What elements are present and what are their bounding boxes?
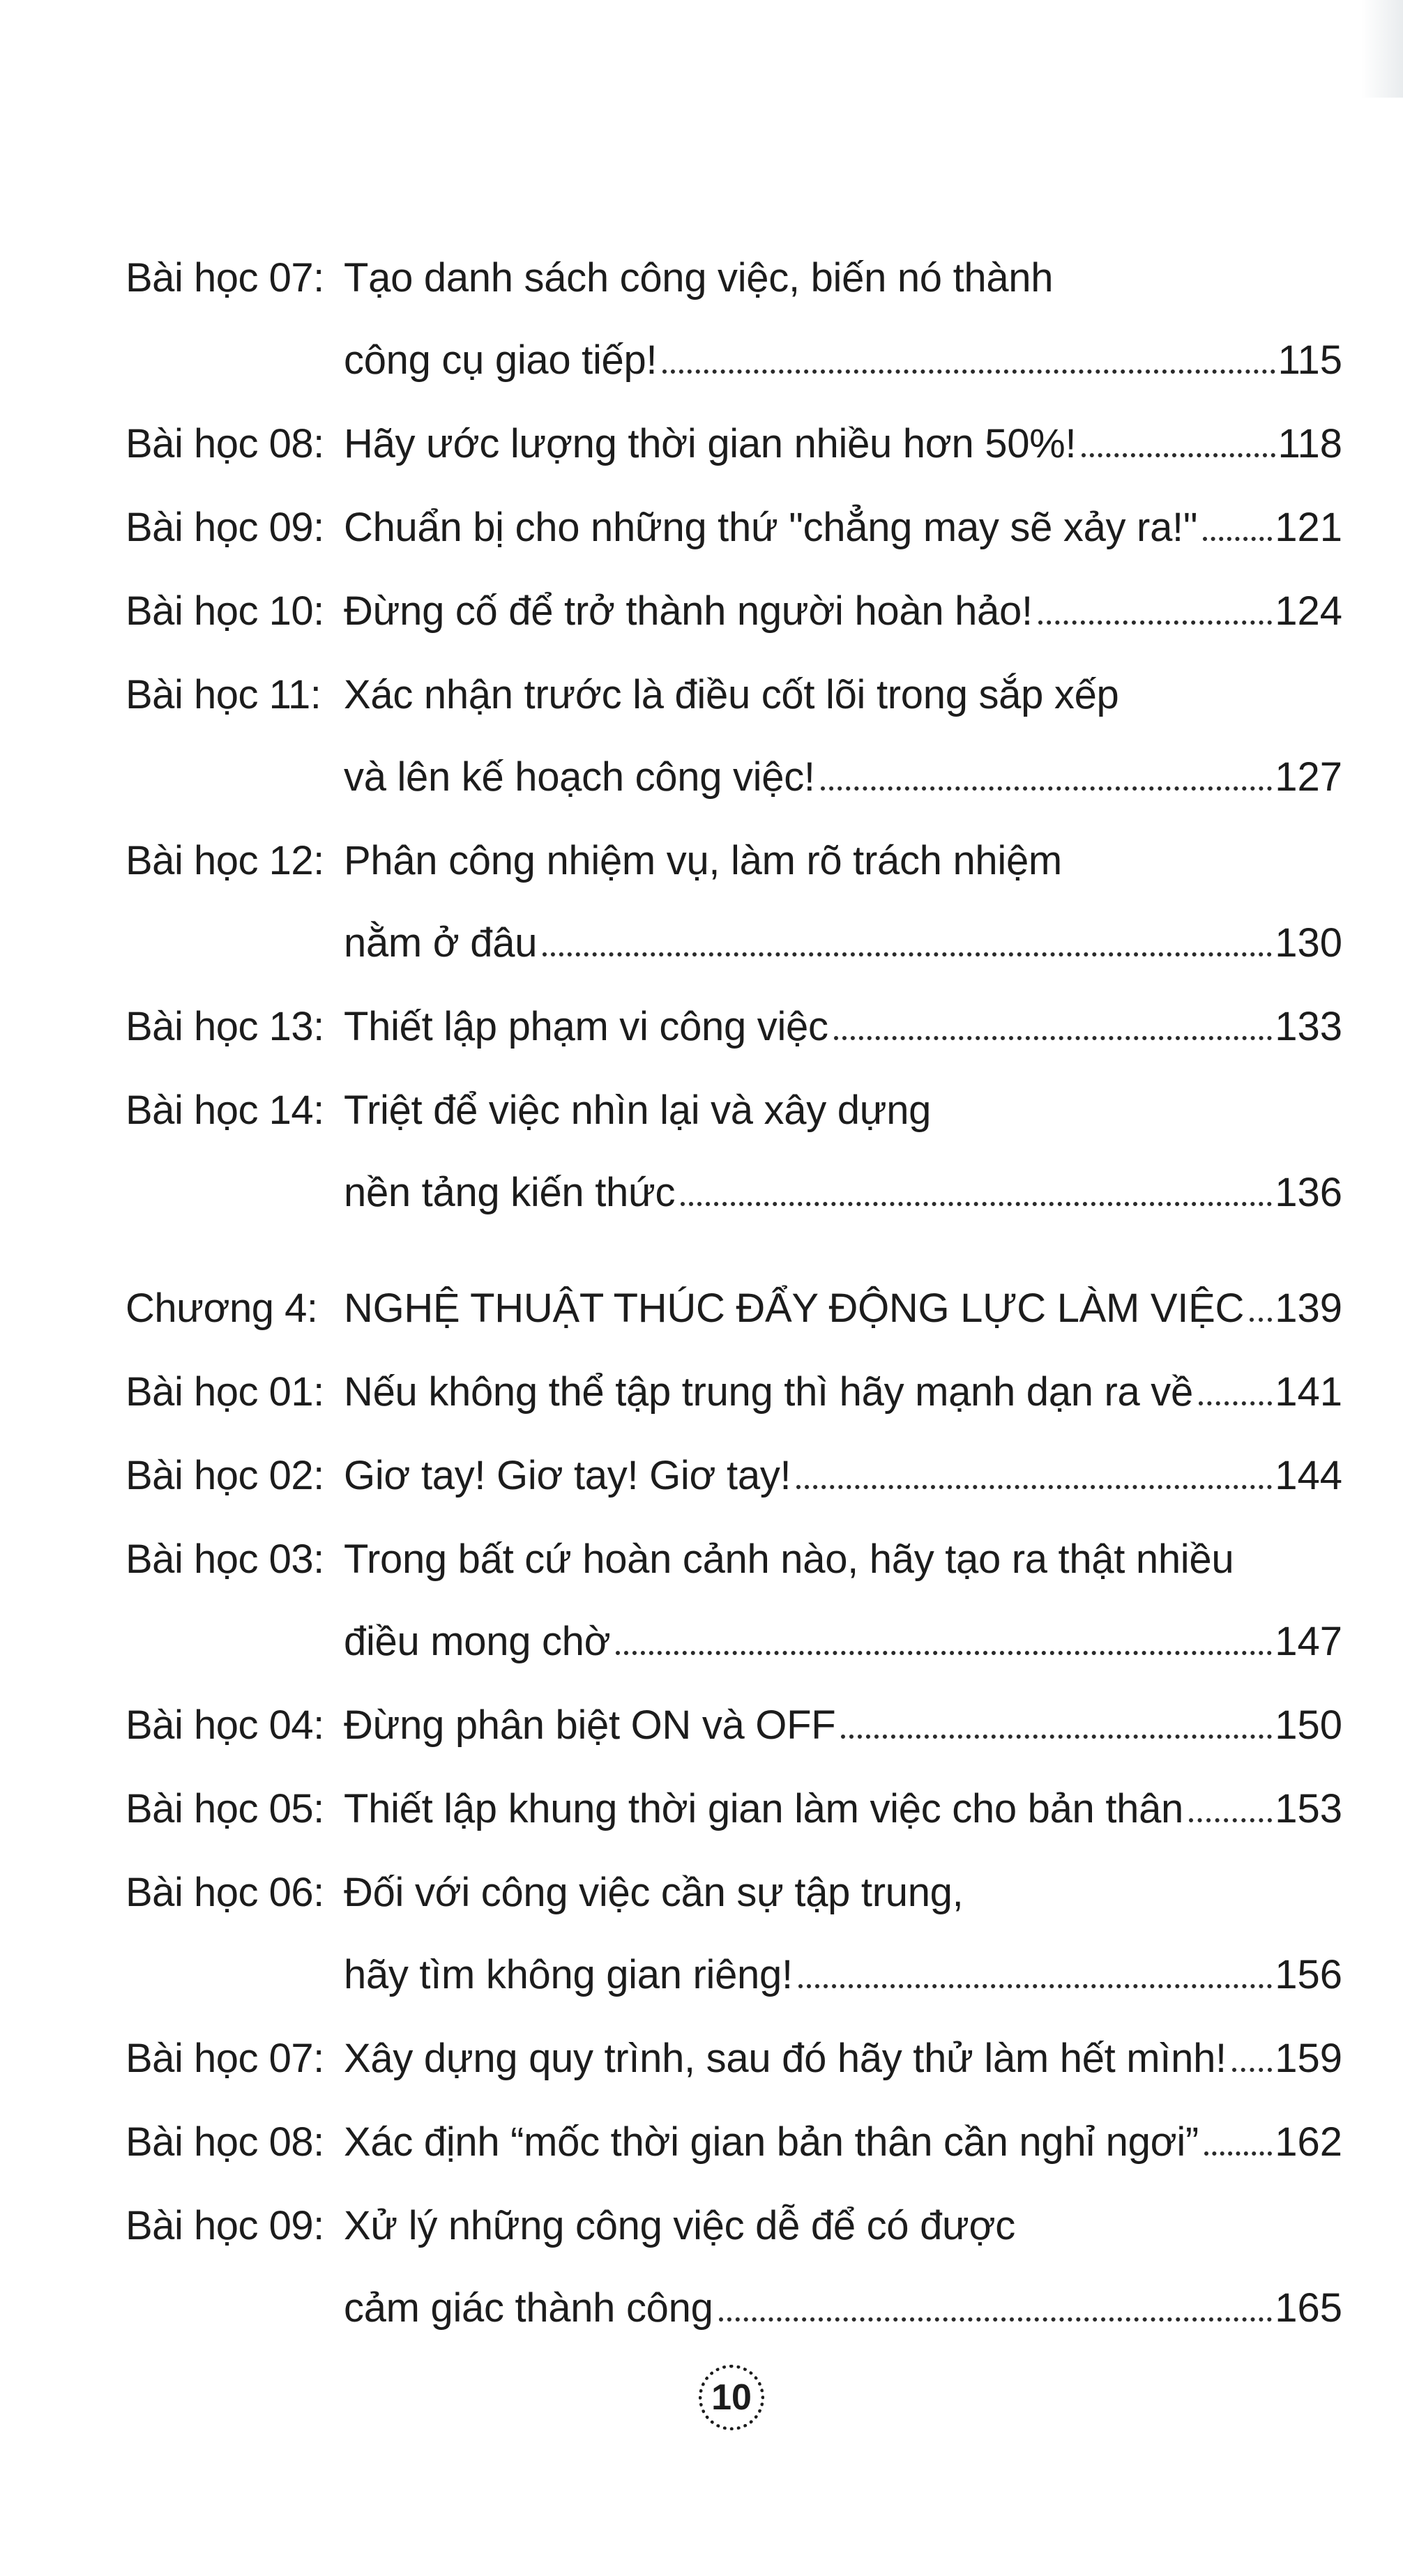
- entry-label: Bài học 07:: [126, 255, 324, 300]
- dot-leader: [798, 1984, 1272, 1988]
- toc-entry-lesson-08b: [126, 2119, 1342, 2174]
- entry-title: Giơ tay! Giơ tay! Giơ tay!: [344, 1453, 791, 1498]
- entry-title: Xác nhận trước là điều cốt lõi trong sắp xếp: [344, 672, 1119, 717]
- page-ref: 147: [1275, 1619, 1342, 1664]
- entry-title: Thiết lập khung thời gian làm việc cho bản thân: [344, 1786, 1184, 1831]
- entry-label: Bài học 09:: [126, 2203, 324, 2248]
- dot-leader: [1250, 1318, 1272, 1322]
- entry-title-continued: công cụ giao tiếp!: [344, 337, 658, 383]
- toc-entry-lesson-07: [126, 255, 1342, 392]
- toc-entry-lesson-14: [126, 1090, 1342, 1224]
- dot-leader: [841, 1735, 1272, 1739]
- entry-label: Bài học 11:: [126, 672, 321, 717]
- page-ref: 115: [1277, 337, 1342, 383]
- dot-leader: [1204, 2151, 1272, 2156]
- table-of-contents: [126, 255, 1342, 2372]
- page-number: 10: [711, 2377, 752, 2418]
- toc-entry-lesson-03: [126, 1539, 1342, 1673]
- dot-leader: [1082, 453, 1275, 457]
- entry-title: Xây dựng quy trình, sau đó hãy thử làm hết mình!: [344, 2036, 1227, 2081]
- page-ref: 144: [1275, 1453, 1342, 1498]
- toc-entry-lesson-01: [126, 1369, 1342, 1424]
- page-number-badge: [699, 2365, 764, 2430]
- entry-label: Bài học 01:: [126, 1369, 324, 1415]
- dot-leader: [681, 1202, 1272, 1206]
- entry-title-continued: nền tảng kiến thức: [344, 1170, 676, 1215]
- entry-label: Bài học 09:: [126, 505, 324, 550]
- entry-label: Bài học 07:: [126, 2036, 324, 2081]
- page-ref: 141: [1275, 1369, 1342, 1415]
- dot-leader: [616, 1651, 1272, 1655]
- page-ref: 127: [1275, 754, 1342, 800]
- toc-entry-lesson-07b: [126, 2038, 1342, 2090]
- entry-title: Đừng phân biệt ON và OFF: [344, 1702, 836, 1748]
- toc-entry-lesson-12: [126, 838, 1342, 975]
- dot-leader: [719, 2317, 1273, 2322]
- entry-title: Xử lý những công việc dễ để có được: [344, 2203, 1015, 2248]
- entry-title: Tạo danh sách công việc, biến nó thành: [344, 255, 1054, 300]
- dot-leader: [1203, 537, 1272, 541]
- chapter-label: Chương 4:: [126, 1286, 318, 1331]
- entry-title: Trong bất cứ hoàn cảnh nào, hãy tạo ra thật nhiều: [344, 1537, 1234, 1582]
- entry-label: Bài học 04:: [126, 1702, 324, 1748]
- entry-title: Chuẩn bị cho những thứ "chẳng may sẽ xảy ra!": [344, 505, 1198, 550]
- page-ref: 139: [1275, 1286, 1342, 1331]
- entry-label: Bài học 03:: [126, 1537, 324, 1582]
- toc-entry-lesson-09: [126, 505, 1342, 559]
- toc-entry-lesson-05: [126, 1786, 1342, 1840]
- chapter-title: NGHỆ THUẬT THÚC ĐẨY ĐỘNG LỰC LÀM VIỆC: [344, 1286, 1245, 1331]
- entry-label: Bài học 14:: [126, 1088, 324, 1133]
- page-ref: 162: [1275, 2119, 1342, 2165]
- entry-title: Thiết lập phạm vi công việc: [344, 1004, 828, 1049]
- entry-label: Bài học 13:: [126, 1004, 324, 1049]
- dot-leader: [834, 1036, 1273, 1040]
- entry-title-continued: hãy tìm không gian riêng!: [344, 1952, 793, 1997]
- toc-entry-lesson-04: [126, 1702, 1342, 1757]
- toc-entry-lesson-11: [126, 672, 1342, 809]
- dot-leader: [1232, 2068, 1272, 2072]
- entry-title: Đừng cố để trở thành người hoàn hảo!: [344, 588, 1033, 634]
- dot-leader: [1189, 1818, 1272, 1822]
- toc-entry-lesson-10: [126, 588, 1342, 643]
- dot-leader: [543, 952, 1272, 957]
- toc-entry-lesson-09b: [126, 2203, 1342, 2340]
- entry-label: Bài học 08:: [126, 421, 324, 466]
- page-ref: 156: [1275, 1952, 1342, 1997]
- dot-leader: [796, 1485, 1272, 1489]
- entry-label: Bài học 12:: [126, 838, 324, 883]
- entry-title: Xác định “mốc thời gian bản thân cần nghỉ ngơi”: [344, 2119, 1199, 2165]
- page-ref: 165: [1275, 2285, 1342, 2331]
- entry-label: Bài học 05:: [126, 1786, 324, 1831]
- toc-entry-lesson-06: [126, 1870, 1342, 2006]
- page-ref: 124: [1275, 588, 1342, 634]
- dot-leader: [1199, 1401, 1272, 1405]
- dot-leader: [1038, 620, 1272, 625]
- page-ref: 121: [1275, 505, 1342, 550]
- entry-title: Đối với công việc cần sự tập trung,: [344, 1870, 964, 1915]
- entry-label: Bài học 06:: [126, 1870, 324, 1915]
- page-ref: 153: [1275, 1786, 1342, 1831]
- dot-leader: [821, 786, 1272, 791]
- entry-label: Bài học 08:: [126, 2119, 324, 2165]
- entry-title-continued: cảm giác thành công: [344, 2285, 713, 2331]
- entry-title: Hãy ước lượng thời gian nhiều hơn 50%!: [344, 421, 1077, 466]
- page-ref: 150: [1275, 1702, 1342, 1748]
- dot-leader: [662, 369, 1275, 374]
- toc-entry-lesson-02: [126, 1453, 1342, 1507]
- entry-label: Bài học 02:: [126, 1453, 324, 1498]
- page-ref: 118: [1277, 421, 1342, 466]
- entry-title-continued: điều mong chờ: [344, 1619, 611, 1664]
- toc-entry-lesson-13: [126, 1004, 1342, 1058]
- toc-entry-lesson-08: [126, 421, 1342, 475]
- page-ref: 133: [1275, 1004, 1342, 1049]
- page-ref: 130: [1275, 920, 1342, 966]
- entry-title: Phân công nhiệm vụ, làm rõ trách nhiệm: [344, 838, 1062, 883]
- entry-title-continued: nằm ở đâu: [344, 920, 538, 966]
- entry-label: Bài học 10:: [126, 588, 324, 634]
- page-ref: 136: [1275, 1170, 1342, 1215]
- entry-title: Nếu không thể tập trung thì hãy mạnh dạn ra về: [344, 1369, 1193, 1415]
- page-ref: 159: [1275, 2036, 1342, 2081]
- toc-entry-chapter-4: [126, 1288, 1342, 1340]
- page-edge-shadow: [1361, 0, 1403, 98]
- entry-title-continued: và lên kế hoạch công việc!: [344, 754, 815, 800]
- entry-title: Triệt để việc nhìn lại và xây dựng: [344, 1088, 932, 1133]
